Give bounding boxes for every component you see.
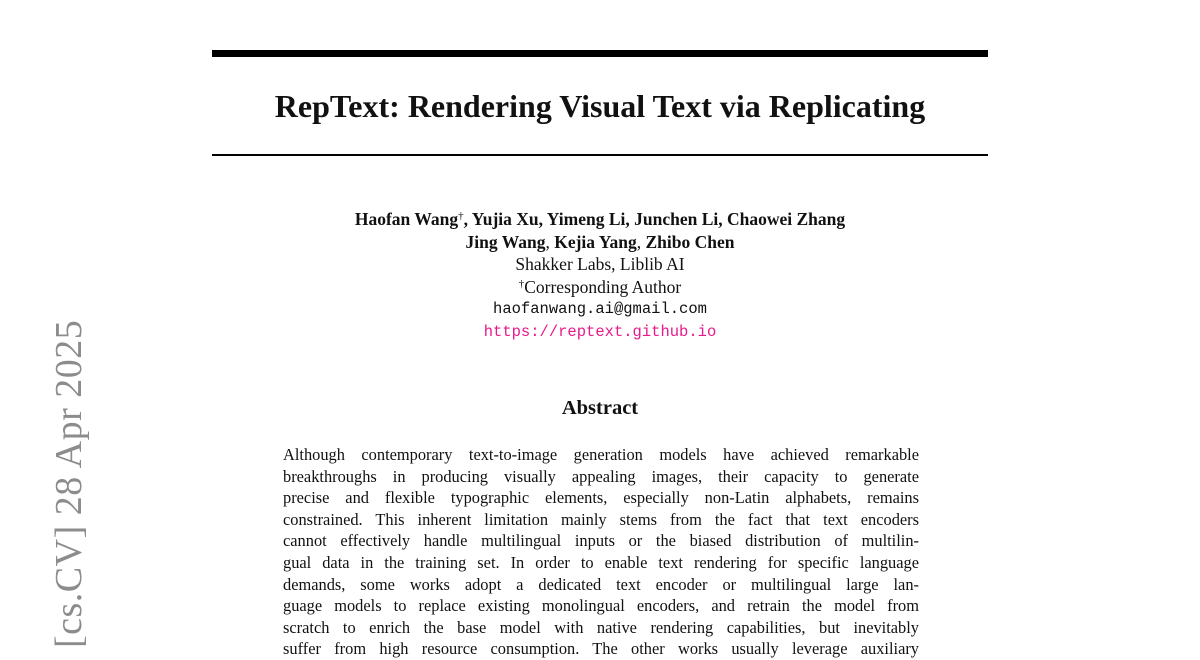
- author-line-2: Jing Wang, Kejia Yang, Zhibo Chen: [465, 231, 735, 252]
- abstract-line: Although contemporary text-to-image generation models have achieved remarkable: [283, 445, 919, 464]
- author-email: haofanwang.ai@gmail.com: [493, 300, 707, 318]
- abstract-line: scratch to enrich the base model with native rendering capabilities, but inevitably: [283, 617, 919, 637]
- abstract-heading: Abstract: [561, 397, 639, 419]
- author-name: Kejia Yang: [554, 231, 637, 252]
- corresponding-label: Corresponding Author: [524, 276, 682, 297]
- author-line-1: [212, 208, 988, 231]
- abstract-line: constrained. This inherent limitation mainly stems from the fact that text encoders: [283, 509, 919, 529]
- affiliation: Shakker Labs, Liblib AI: [515, 254, 685, 274]
- title-top-rule: [212, 50, 988, 57]
- author-names: , Yujia Xu, Yimeng Li, Junchen Li, Chaowei Zhang: [463, 209, 846, 229]
- abstract-line: breakthroughs in producing visually appealing images, their capacity to generate: [283, 466, 919, 486]
- dagger-mark: †: [458, 210, 464, 222]
- author-name: Zhibo Chen: [645, 231, 735, 252]
- abstract-line: guage models to replace existing monolingual encoders, and retrain the model from: [283, 596, 919, 616]
- arxiv-side-stamp: [cs.CV] 28 Apr 2025: [48, 319, 90, 648]
- author-name: Jing Wang: [465, 231, 546, 252]
- author-block: [212, 208, 988, 343]
- abstract-line: suffer from high resource consumption. The other works usually leverage auxiliary: [283, 639, 919, 659]
- abstract-body: [283, 444, 919, 660]
- abstract-line: gual data in the training set. In order to enable text rendering for specific language: [283, 552, 919, 572]
- dagger-mark: †: [518, 277, 525, 290]
- abstract-line: demands, some works adopt a dedicated text encoder or multilingual large lan-: [283, 574, 919, 594]
- paper-title: RepText: Rendering Visual Text via Replicating: [274, 88, 926, 124]
- corresponding-author-note: [212, 276, 988, 299]
- abstract-line: cannot effectively handle multilingual inputs or the biased distribution of multilin-: [283, 531, 919, 551]
- title-bottom-rule: [212, 154, 988, 156]
- author-name: Haofan Wang: [354, 209, 459, 229]
- abstract-line: precise and flexible typographic elements, especially non-Latin alphabets, remains: [283, 488, 919, 508]
- project-url-link[interactable]: https://reptext.github.io: [483, 322, 717, 341]
